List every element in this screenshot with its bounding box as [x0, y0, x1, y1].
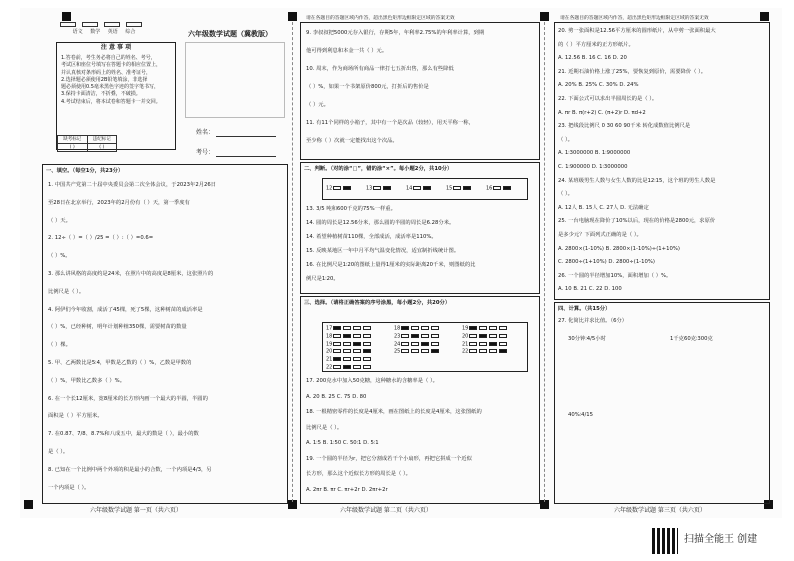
judge-answer-item[interactable] [446, 186, 472, 192]
answer-bubble[interactable] [489, 349, 497, 353]
choice-question-line: A. 2πr B. πr C. πr+2r D. 2πr+2r [306, 486, 388, 493]
answer-bubble[interactable] [353, 334, 361, 338]
answer-bubble[interactable] [343, 357, 351, 361]
question-line: （ ）。 [558, 191, 573, 198]
question-line: C. 1∶900000 D. 1∶3000000 [558, 164, 628, 170]
page-divider [292, 22, 293, 502]
question-line: A. 12.56 B. 16 C. 16 D. 20 [558, 55, 627, 62]
absence-header: 缺考标记 [58, 136, 88, 144]
answer-bubble[interactable] [499, 349, 507, 353]
question-line: 是（ ）。 [48, 449, 69, 455]
judge-question-line: 例尺是1∶20。 [306, 276, 339, 282]
answer-bubble[interactable] [353, 349, 361, 353]
page-footer: 六年级数学试题 第三页（共六页） [614, 507, 706, 514]
question-line: 2. 12÷（ ）=（ ）/25 =（ ）:（ ）=0.6= [48, 235, 154, 242]
judge-question-line: 15. 反映某地区一年中月平均气温变化情况，适宜制折线统计图。 [306, 248, 460, 254]
answer-bubble[interactable] [363, 342, 371, 346]
registration-mark [760, 12, 769, 21]
choice-question-line: 17. 200克水中加入50克糖，这种糖水的含糖率是（ ）。 [306, 378, 438, 384]
answer-number: 25 [394, 348, 401, 355]
judge-answer-item[interactable] [486, 186, 512, 192]
notice-box [56, 42, 176, 150]
answer-bubble[interactable] [333, 334, 341, 338]
answer-bubble[interactable] [401, 342, 409, 346]
question-line: （ ）元。 [306, 102, 329, 108]
notice-line: 题必须使用0.5毫米黑色字迹的签字笔书写， [61, 84, 159, 90]
answer-bubble[interactable] [423, 186, 431, 190]
answer-bubble[interactable] [503, 186, 511, 190]
answer-bubble[interactable] [431, 342, 439, 346]
name-label: 姓名： [196, 129, 215, 136]
question-line: A. 20% B. 25% C. 30% D. 24% [558, 82, 639, 89]
calc-item: 1千克60克∶300克 [670, 336, 713, 342]
answer-bubble[interactable] [421, 349, 429, 353]
question-line: （ ）。 [558, 136, 573, 143]
section-title: 四、计算。（共15分） [558, 306, 611, 312]
choice-answer-item[interactable] [462, 326, 508, 332]
question-line: 20. 剪一张面积是12.56平方厘米的圆形纸片，从中剪一张面积最大 [558, 28, 716, 34]
answer-bubble[interactable] [453, 186, 461, 190]
answer-bubble[interactable] [413, 186, 421, 190]
choice-answer-item[interactable] [326, 326, 372, 332]
judge-question-line: 14. 希望种植树苗110棵，全部成活，成活率是110%。 [306, 234, 437, 240]
exam-sheet [20, 8, 782, 518]
answer-bubble[interactable] [401, 334, 409, 338]
answer-bubble[interactable] [469, 334, 477, 338]
answer-bubble[interactable] [343, 334, 351, 338]
calc-section [554, 302, 770, 504]
answer-bubble[interactable] [489, 326, 497, 330]
question-line: 的（ ）平方厘米的正方形纸片。 [558, 41, 634, 48]
answer-number: 13 [366, 185, 373, 192]
subject-label: 英语 [107, 28, 118, 35]
scanner-watermark: 扫描全能王 创建 [684, 534, 758, 545]
choice-answer-item[interactable] [326, 334, 372, 340]
answer-bubble[interactable] [411, 349, 419, 353]
question-line: 面积是（ ）平方厘米。 [48, 413, 103, 420]
answer-bubble[interactable] [343, 186, 351, 190]
registration-mark [24, 500, 33, 509]
section-title: 二、判断。（对的涂“□”，错的涂“×”。每小题2分，共10分） [304, 166, 453, 172]
answer-bubble[interactable] [431, 334, 439, 338]
answer-bubble[interactable] [469, 342, 477, 346]
judge-question-line: 16. 在比例尺是1∶20的图纸上量得1厘米的实际距离20千米，则图纸的比 [306, 262, 476, 268]
choice-answer-item[interactable] [462, 349, 508, 355]
answer-bubble[interactable] [499, 334, 507, 338]
page-footer: 六年级数学试题 第二页（共六页） [340, 507, 432, 514]
answer-bubble[interactable] [353, 357, 361, 361]
notice-line: 1.答卷前，考生务必将自己的姓名、考号， [61, 55, 156, 61]
choice-answer-item[interactable] [326, 342, 372, 348]
question-line: A. 2800×(1-10%) B. 2800×(1-10%)÷(1+10%) [558, 245, 680, 252]
question-line: （ ）%，如果一个书架原价800元，打折后的售价是 [306, 84, 429, 90]
choice-answer-item[interactable] [326, 349, 372, 355]
answer-bubble[interactable] [373, 186, 381, 190]
question-line: A. 12人 B. 15人 C. 27人 D. 无法确定 [558, 204, 649, 211]
answer-bubble[interactable] [363, 365, 371, 369]
answer-bubble[interactable] [493, 186, 501, 190]
question-line: C. 2800÷(1+10%) D. 2800÷(1-10%) [558, 259, 655, 266]
question-line: 至28日在北京举行，2023年的2月份有（ ）天，第一季度有 [48, 199, 190, 206]
answer-bubble[interactable] [411, 326, 419, 330]
registration-mark [288, 12, 297, 21]
calc-title: 27. 化简比并求比值。（6分） [558, 318, 628, 324]
choice-answer-item[interactable] [462, 342, 508, 348]
question-line: 7. 在0.87、7/8、8.7%和八成五中，最大的数是（ ），最小的数 [48, 431, 199, 438]
answer-bubble[interactable] [469, 326, 477, 330]
calc-item: 40%∶4/15 [568, 412, 594, 418]
answer-number: 15 [446, 185, 453, 192]
choice-question-line: A. 1∶5 B. 1∶50 C. 50∶1 D. 5∶1 [306, 440, 379, 446]
question-line: 26. 一个圆的半径增加10%，面积增加（ ）%。 [558, 272, 672, 279]
answer-bubble[interactable] [421, 326, 429, 330]
question-line: 10. 周末，作为商场所有商品一律打七五折出售，那么有些降低 [306, 66, 454, 72]
answer-bubble[interactable] [343, 365, 351, 369]
question-line: 6. 在一个长12厘米，宽8厘米的长方形内画一个最大的半圆，半圆的 [48, 395, 208, 402]
answer-number: 23 [394, 333, 401, 340]
answer-number: 16 [486, 185, 493, 192]
answer-number: 17 [326, 325, 333, 332]
question-line: 比例尺是（ ）。 [48, 288, 85, 295]
answer-bubble[interactable] [499, 342, 507, 346]
choice-answer-item[interactable] [462, 334, 508, 340]
barcode-area [185, 42, 285, 118]
choice-question-line: 18. 一根精密零件的长度是4厘米，画在图纸上的长度是4厘米，这张图纸的 [306, 409, 482, 415]
question-line: 25. 一台电脑现在降价了10%以后，现在的价格是2800元，求原价 [558, 218, 716, 225]
answer-bubble[interactable] [343, 342, 351, 346]
question-line: 24. 某班级男生人数与女生人数的比是12∶15，这个班的男生人数是 [558, 177, 716, 184]
answer-number: 20 [462, 333, 469, 340]
question-line: （ ）%。 [48, 253, 71, 260]
answer-number: 19 [326, 341, 333, 348]
notice-line: 并认真核对条形码上的姓名、准考证号， [61, 69, 152, 76]
question-line: 9. 李叔叔把5000元存入银行，存期5年，年利率2.75%的年利率计算，到期 [306, 30, 485, 36]
answer-bubble[interactable] [353, 365, 361, 369]
choice-answer-item[interactable] [326, 357, 372, 363]
section-title: 三、选择。（请将正确答案的序号涂黑，每小题2分，共20分） [304, 300, 451, 306]
page-footer: 六年级数学试题 第一页（共六页） [90, 507, 182, 514]
answer-bubble[interactable] [469, 349, 477, 353]
answer-bubble[interactable] [489, 342, 497, 346]
answer-bubble[interactable] [463, 186, 471, 190]
answer-bubble[interactable] [363, 326, 371, 330]
answer-number: 12 [326, 185, 333, 192]
answer-number: 18 [326, 333, 333, 340]
question-line: 21. 近期石油价格上涨了25%，要恢复到原价，需要降价（ ）。 [558, 68, 707, 75]
notice-line: 3.保持卡面清洁，不折叠，不破损。 [61, 91, 141, 98]
examno-field[interactable] [216, 156, 276, 157]
question-line: （ ）天。 [48, 217, 71, 224]
section-title: 一、填空。（每空1分，共23分） [46, 168, 124, 174]
answer-bubble[interactable] [363, 334, 371, 338]
question-line: 他可得到利息和本金一共（ ）元。 [306, 48, 388, 54]
answer-bubble[interactable] [431, 349, 439, 353]
registration-mark [540, 12, 549, 21]
answer-bubble[interactable] [333, 342, 341, 346]
choice-question-line: 19. 一个圆的半径为r，把它分割成若干个小扇形，再把它拼成一个近似 [306, 455, 472, 462]
answer-bubble[interactable] [363, 357, 371, 361]
answer-number: 21 [326, 356, 333, 363]
question-line: 至少称（ ）次就一定能找出这个次品。 [306, 138, 398, 144]
answer-bubble[interactable] [479, 326, 487, 330]
notice-line: 4.考试结束后，将本试卷和答题卡一并交回。 [61, 98, 161, 105]
choice-answer-item[interactable] [326, 365, 372, 371]
answer-bubble[interactable] [431, 326, 439, 330]
examno-label: 考号： [196, 149, 215, 156]
answer-bubble[interactable] [353, 326, 361, 330]
answer-bubble[interactable] [383, 186, 391, 190]
answer-number: 19 [462, 325, 469, 332]
answer-bubble[interactable] [479, 342, 487, 346]
answer-banner: 请在各题目的答题区域内作答，超出黑色矩形边框限定区域的答案无效 [560, 16, 709, 21]
choice-answer-item[interactable] [394, 342, 440, 348]
question-line: 是多少元？下面列式正确的是（ ）。 [558, 232, 642, 238]
judge-answer-item[interactable] [326, 186, 352, 192]
answer-bubble[interactable] [333, 349, 341, 353]
answer-bubble[interactable] [363, 349, 371, 353]
answer-bubble[interactable] [411, 334, 419, 338]
question-line: （ ）%，甲数比乙数多（ ）%。 [48, 377, 125, 384]
qr-code-icon [652, 528, 678, 554]
answer-bubble[interactable] [333, 326, 341, 330]
header-subjects [60, 22, 148, 36]
answer-bubble[interactable] [499, 326, 507, 330]
question-line: A. 1∶3000000 B. 1∶9000000 [558, 150, 631, 157]
violation-header: 违纪标记 [87, 136, 117, 144]
answer-banner: 请在各题目的答题区域内作答，超出黑色矩形边框限定区域的答案无效 [306, 16, 455, 21]
calc-item: 30分钟∶4/5小时 [568, 336, 606, 342]
answer-number: 20 [326, 348, 333, 355]
page-title: 六年级数学试题（冀教版） [188, 30, 272, 38]
notice-line: 考试区和座位号填写在答题卡的相应位置上， [61, 62, 162, 69]
subject-label: 语文 [72, 28, 83, 35]
question-line: 22. 下面公式可以求出半圆周长的是（ ）。 [558, 96, 658, 102]
answer-number: 24 [394, 341, 401, 348]
absence-table: 缺考标记 违纪标记 ( ) ( ) [57, 135, 117, 152]
question-line: 3. 那么讲风格的高度约是24米，在照片中的高度是8厘米，这张照片的 [48, 271, 214, 277]
page-divider [544, 22, 545, 502]
answer-number: 14 [406, 185, 413, 192]
notice-line: 2.选择题必须使用2B铅笔填涂，非选择 [61, 76, 148, 83]
answer-bubble[interactable] [421, 342, 429, 346]
choice-question-line: A. 20 B. 25 C. 75 D. 80 [306, 393, 367, 400]
answer-bubble[interactable] [479, 349, 487, 353]
subject-label: 数学 [90, 28, 101, 35]
question-line: 11. 有11个同样的小箱子，其中有一个是次品（较轻），用天平称一称， [306, 120, 474, 126]
question-line: A. 10 B. 21 C. 22 D. 100 [558, 286, 622, 293]
answer-bubble[interactable] [333, 357, 341, 361]
choice-question-line: 比例尺是（ ）。 [306, 424, 343, 431]
choice-question-line: 长方形，那么这个近似长方形的周长是（ ）。 [306, 471, 411, 477]
question-line: 一个内项是（ ）。 [48, 484, 90, 491]
answer-bubble[interactable] [401, 326, 409, 330]
question-line: （ ）棵。 [48, 342, 71, 349]
answer-number: 18 [394, 325, 401, 332]
answer-bubble[interactable] [421, 334, 429, 338]
question-line: A. πr B. π(r+2) C. (π+2)r D. πd+2 [558, 109, 646, 116]
choice-answer-item[interactable] [394, 349, 440, 355]
notice-title: 注 意 事 项 [100, 44, 132, 51]
choice-answer-item[interactable] [394, 326, 440, 332]
fill-blank-section [42, 164, 288, 504]
answer-bubble[interactable] [353, 342, 361, 346]
name-field[interactable] [216, 136, 276, 137]
subject-label: 综合 [125, 28, 136, 35]
answer-number: 22 [326, 364, 333, 371]
judge-question-line: 14. 圆的周长是12.56分米，那么圆的半圆的周长是6.28分米。 [306, 220, 455, 226]
answer-bubble[interactable] [333, 365, 341, 369]
question-line: 23. 把线段比例尺 0 30 60 90千米 转化成数值比例尺是 [558, 123, 691, 130]
question-line: 1. 中国共产党第二十届中央委员会第二次全体会议，于2023年2月26日 [48, 182, 217, 188]
judge-answer-item[interactable] [366, 186, 392, 192]
answer-number: 22 [462, 348, 469, 355]
judge-question-line: 13. 3/5 吨和600千克的75%一样重。 [306, 206, 396, 212]
registration-mark [62, 12, 71, 21]
answer-bubble[interactable] [401, 349, 409, 353]
answer-bubble[interactable] [489, 334, 497, 338]
answer-bubble[interactable] [343, 326, 351, 330]
answer-bubble[interactable] [333, 186, 341, 190]
question-line: 8. 已知在一个比例中两个外项的积是最小的合数，一个内项是4/3，另 [48, 466, 212, 473]
question-line: 4. 阿伊们今年收割，成活了45棵，死了5棵，这种树苗的成活率是 [48, 306, 203, 313]
choice-answer-item[interactable] [394, 334, 440, 340]
answer-number: 21 [462, 341, 469, 348]
question-line: （ ）%，已经种树，明年计划种植350棵，需要树苗的数量 [48, 324, 187, 331]
answer-bubble[interactable] [411, 342, 419, 346]
answer-bubble[interactable] [343, 349, 351, 353]
question-line: 5. 甲、乙两数比是5∶4，甲数是乙数的（ ）%，乙数是甲数的 [48, 360, 192, 366]
answer-bubble[interactable] [479, 334, 487, 338]
judge-answer-item[interactable] [406, 186, 432, 192]
